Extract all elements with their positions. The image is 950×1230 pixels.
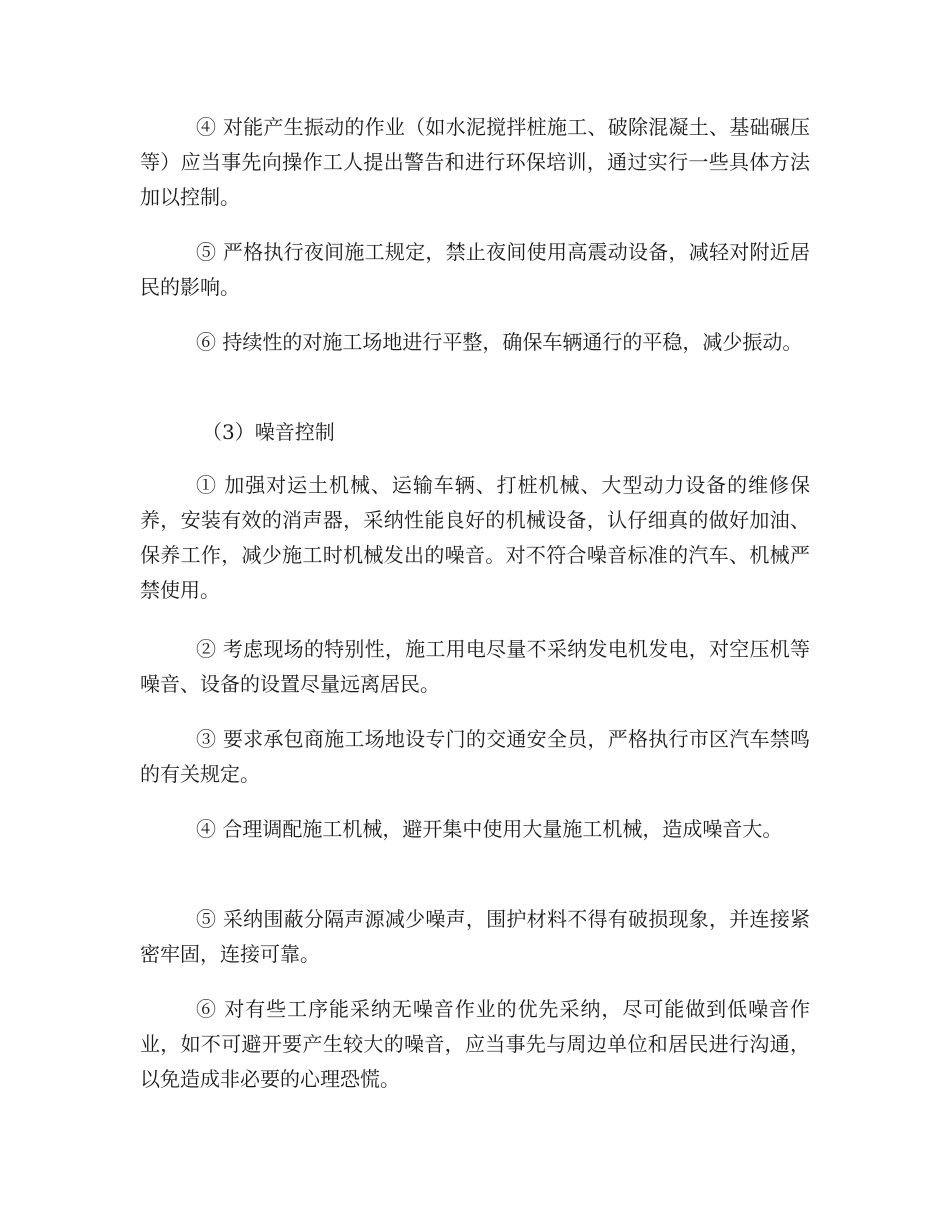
paragraph-vibration-5: ⑤ 严格执行夜间施工规定，禁止夜间使用高震动设备，减轻对附近居民的影响。 (140, 240, 810, 299)
section-heading-noise-control: （3）噪音控制 (202, 420, 335, 444)
paragraph-vibration-4: ④ 对能产生振动的作业（如水泥搅拌桩施工、破除混凝土、基础碾压等）应当事先向操作工人提出警告和进行环保培训，通过实行一些具体方法加以控制。 (140, 115, 810, 209)
paragraph-noise-4: ④ 合理调配施工机械，避开集中使用大量施工机械，造成噪音大。 (196, 817, 783, 841)
paragraph-noise-1: ① 加强对运土机械、运输车辆、打桩机械、大型动力设备的维修保养，安装有效的消声器，采纳性能良好的机械设备，认仔细真的做好加油、保养工作，减少施工时机械发出的噪音。对不符合噪音标准的汽车、机械严禁使用。 (140, 473, 810, 602)
paragraph-noise-2: ② 考虑现场的特别性，施工用电尽量不采纳发电机发电，对空压机等噪音、设备的设置尽量远离居民。 (140, 637, 810, 696)
paragraph-noise-6: ⑥ 对有些工序能采纳无噪音作业的优先采纳，尽可能做到低噪音作业，如不可避开要产生较大的噪音，应当事先与周边单位和居民进行沟通，以免造成非必要的心理恐慌。 (140, 997, 810, 1091)
paragraph-noise-3: ③ 要求承包商施工场地设专门的交通安全员，严格执行市区汽车禁鸣的有关规定。 (140, 727, 810, 786)
paragraph-noise-5: ⑤ 采纳围蔽分隔声源减少噪声，围护材料不得有破损现象，并连接紧密牢固，连接可靠。 (140, 907, 810, 966)
paragraph-vibration-6: ⑥ 持续性的对施工场地进行平整，确保车辆通行的平稳，减少振动。 (196, 330, 803, 354)
